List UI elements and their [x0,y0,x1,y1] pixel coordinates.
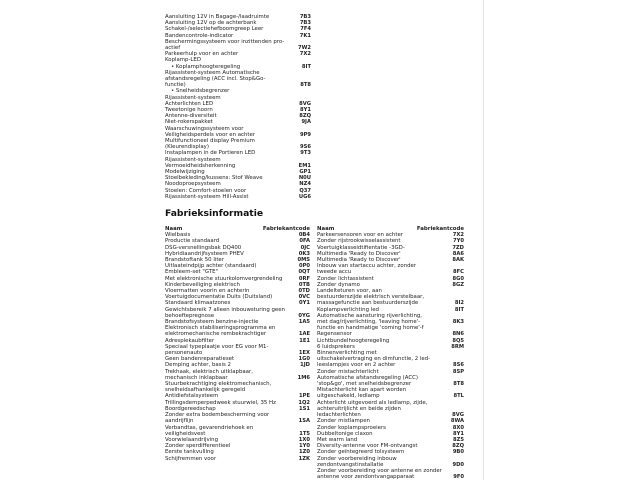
item-label: uitschakelvertraging en dimfunctie, 2 led- [317,356,431,363]
item-label: Demping achter, basis 2 [165,362,231,369]
section-title: Fabrieksinformatie [165,208,264,219]
item-code: 1AE [298,331,310,338]
item-label: Uitlaateindpijp achter (standaard) [165,263,257,270]
item-label: Rijassistent-systeem [165,94,221,101]
item-label: bestuurderszijde elektrisch verstelbaar, [317,294,425,301]
item-code: 0JC [300,244,310,251]
factory-table-left [165,226,310,462]
item-code: 9F0 [453,474,464,480]
item-code: 7B3 [299,20,311,27]
item-label: Antidiefstalsysteem [165,393,219,400]
item-code: 8N6 [452,331,464,338]
item-label: Aansluiting 12V op de achterbank [165,20,257,27]
item-label: Parkeersensoren voor en achter [317,232,403,239]
item-label: Zonder sperdifferentieel [165,443,231,450]
item-label: Aansluiting 12V in Bagage-/laadruimte [165,14,270,20]
item-code: 7Y0 [453,238,464,245]
item-label: Stoelen: Comfort-stoelen voor [165,187,247,194]
item-label: Brandstoftank 50 liter [165,257,224,264]
item-code: 0K3 [298,250,310,257]
item-label: zendontvangstinstallatie [317,461,384,468]
item-label: Voertuigdocumentatie Duits (Duitsland) [165,294,273,301]
item-label: Dubbeltonige claxon [317,430,373,437]
item-code: 0VC [298,294,310,301]
item-label: Binnenverlichting met [317,350,377,357]
options-list [165,14,311,200]
item-label: Zonder mistachterlicht [317,368,379,375]
item-label: Landelteturen voor, aan [317,288,382,295]
item-code: 0YG [298,312,310,319]
item-label: veiligheidsvest [165,430,206,437]
item-label: Eerste tankvulling [165,449,214,456]
item-code: 7K1 [299,32,311,39]
item-code: 7ZD [452,244,464,251]
item-label: Beschermingssysteem voor inzittenden pro- [165,38,285,45]
item-label: Boordgereedschap [165,405,216,412]
item-label: massagefunctie aan bestuurderszijde [317,300,419,307]
item-label: functie en handmatige 'coming home'-f [317,325,424,332]
item-label: • Koplamphoogteregeling [171,63,241,70]
item-label: Speciaal typeplaatje voor EG voor M1- [165,343,269,350]
item-label: Voorwielaandrijving [165,436,218,443]
item-code: 1ZK [298,455,310,462]
item-label: leeslampjes voor en 2 achter [317,362,396,369]
item-code: 0B4 [298,232,310,239]
item-label: tweede accu [317,269,352,276]
item-label: Achterlicht uitgevoerd als ledlamp, zijde, [317,399,428,406]
item-label: Standaard klimaatzones [165,300,231,307]
item-label: personenauto [165,350,203,357]
item-label: Elektronisch stabiliseringsprogramma en [165,325,276,332]
item-code: 8GZ [452,281,464,288]
item-code: 8T8 [300,82,311,89]
item-label: Zonder rijstrookwisselassistent [317,238,401,245]
item-label: Rijassistent-systeem [165,156,221,163]
item-label: Zonder voorbereiding inbouw [317,455,397,462]
item-code: NZ4 [299,181,311,188]
item-code: 1E1 [299,337,310,344]
item-code: 0Y1 [299,300,310,307]
item-label: Automatische afstandsregeling (ACC) [317,374,419,381]
item-label: Automatische aansturing rijverlichting, [317,312,423,319]
item-code: EM1 [298,162,311,169]
item-code: 8Q5 [452,337,464,344]
item-code: 1PE [299,393,310,400]
item-label: DSG-versnellingsbak DQ400 [165,244,242,251]
item-code: 9S6 [300,144,311,151]
list-item [165,456,310,462]
list-item [165,194,311,200]
item-code: 8AK [452,257,464,264]
item-code: 1SA [298,418,310,425]
item-code: 1S1 [299,405,310,412]
item-label: Mistachterlicht kan apart worden [317,387,407,394]
item-label: Waarschuwingssysteem voor [165,125,244,132]
item-code: 0RF [298,275,310,282]
item-label: Trekhaak, elektrisch uitklapbaar, [165,368,253,375]
item-label: Parkeerhulp voor en achter [165,51,239,58]
item-label: Met elektronische stuurkolomvergrendeling [165,275,283,282]
item-label: Rijassistent-systeem Automatische [165,69,260,76]
item-code: 8A6 [452,250,464,257]
item-label: Zonder geïntegreerd tolsysteem [317,449,405,456]
item-label: functie) [165,82,186,89]
item-label: Achterlichten LED [165,100,214,107]
item-label: 6 luidsprekers [317,343,355,350]
item-label: Zonder mistlampen [317,418,370,425]
item-label: Noodoproepsysteem [165,181,221,188]
item-code: 8X0 [452,424,464,431]
item-label: Tweetonige hoorn [165,107,213,114]
item-code: 1T5 [299,430,310,437]
item-code: 1X0 [298,436,310,443]
item-code: 1G0 [298,356,310,363]
item-code: 7W2 [298,45,311,52]
item-label: Bandencontrole-indicator [165,32,234,39]
item-label: Zonder extra bodembescherming voor [165,412,270,419]
item-code: N0U [298,175,311,182]
item-label: Schakel-/selectiehefboomgreep Leer [165,26,264,33]
item-code: 0QT [298,269,310,276]
header-name: Naam [317,226,335,232]
item-code: 7X2 [452,232,464,239]
item-code: 1JD [300,362,310,369]
item-label: Koplamp-LED [165,57,201,64]
item-label: Antenne-diversiteit [165,113,217,120]
item-code: 7X2 [299,51,311,58]
item-code: 8FC [453,269,464,276]
item-code: 1M6 [297,374,310,381]
item-code: 9B0 [452,449,464,456]
item-code: 7B3 [299,14,311,20]
item-code: 8IT [301,63,311,70]
item-label: Instaplampen in de Portieren LED [165,150,256,157]
item-code: 9D0 [452,461,464,468]
item-label: Niet-rokerspakket [165,119,213,126]
item-label: antenne voor zendontvangapparaat [317,474,415,480]
item-label: Met warm land [317,436,358,443]
item-code: Q37 [299,187,311,194]
item-code: 8TL [453,393,464,400]
item-label: Gewichtsbereik 7 alleen inbouwsturing geen [165,306,285,313]
item-label: Kinderbeveiliging elektrisch [165,281,240,288]
item-label: Stuurbekrachtiging elektromechanisch, [165,381,272,388]
item-label: actief [165,45,181,52]
page-divider [483,0,484,480]
item-label: afstandsregeling (ACC incl. Stop&Go- [165,76,266,83]
item-code: 8Y1 [300,107,311,114]
item-label: Multimedia 'Ready to Discover' [317,250,401,257]
item-label: Regensensor [317,331,352,338]
item-label: Wielbasis [165,232,191,239]
item-code: 1A5 [298,319,310,326]
item-code: UG6 [298,193,311,200]
item-code: 8T8 [453,381,464,388]
factory-table-right [317,226,464,480]
item-code: 8VG [452,412,464,419]
item-label: met dag/rijverlichting, 'leaving home'- [317,319,421,326]
item-label: uitgeschakeld, ledlamp [317,393,380,400]
item-code: 8S6 [453,362,464,369]
item-code: 8ZQ [299,113,311,120]
item-label: Brandstofsysteem benzine-injectie [165,319,259,326]
item-label: Hybridiaandrijfsysteem PHEV [165,250,244,257]
item-label: Rijassistent-systeem Hill-Assist [165,193,249,200]
item-code: 0P0 [298,263,310,270]
header-code: Fabriekantcode [416,226,464,232]
header-name: Naam [165,226,183,232]
item-label: Trillingsdemperpedweek stuurwiel, 35 Hz [165,399,276,406]
item-label: Schijfremmen voor [165,455,217,462]
item-label: Vloermatten voorin en achterin [165,288,250,295]
item-label: behoeftepregnose [165,312,215,319]
item-label: Veiligheidsperdels voor en achter [165,131,256,138]
item-code: 8SP [452,368,464,375]
item-code: 8Z5 [453,436,464,443]
item-code: 8IT [454,306,464,313]
item-label: Diversity-antenne voor FM-ontvangst [317,443,418,450]
item-code: 1Z0 [299,449,310,456]
item-code: 1Q2 [298,399,310,406]
item-label: achteruitrijlicht en beide zijden [317,405,401,412]
item-code: 9P9 [299,131,311,138]
item-label: Koplampverlichting led [317,306,379,313]
item-label: Verbandtas, gevarendriehoek en [165,424,254,431]
item-code: 8Y1 [453,430,464,437]
item-code: 8ZQ [452,443,464,450]
item-code: 8VG [299,100,311,107]
item-code: 7F4 [300,26,311,33]
item-code: 8WA [450,418,464,425]
item-code: 8RM [451,343,464,350]
item-label: Zonder voorbereiding voor antenne en zonder [317,467,442,474]
item-code: 9T3 [300,150,311,157]
list-item [317,474,464,480]
item-code: GP1 [299,169,311,176]
header-code: Fabriekantcode [262,226,310,232]
item-label: Modelwijziging [165,169,205,176]
item-label: elektromechanische rembekrachtiger [165,331,267,338]
item-label: Zonder koplampsproeiers [317,424,386,431]
item-label: aandrijflijn [165,418,194,425]
item-label: • Snelheidsbegrenzer [171,88,230,95]
item-label: Multimedia 'Ready to Discover' [317,257,401,264]
item-code: 8G0 [452,275,464,282]
item-label: snelheidsafhankelijk geregeld [165,387,246,394]
item-code: 8I2 [454,300,464,307]
item-label: Geen bandenreparatieset [165,356,235,363]
item-code: 9JA [301,119,311,126]
item-label: Embleem-set "GTE" [165,269,219,276]
item-label: Zonder dynamo [317,281,360,288]
item-code: 8K3 [452,319,464,326]
item-code: 0FA [299,238,310,245]
item-label: Voertuigklasseidtifientatie -3GD- [317,244,405,251]
item-label: Vermoeidheidsherkenning [165,162,236,169]
item-label: (Kleurendisplay) [165,144,209,151]
item-code: 1EX [298,350,310,357]
item-label: ledachterlichten [317,412,361,419]
item-label: Inbouw van startaccu achter, zonder [317,263,417,270]
item-label: Lichtbundelhoogteregeling [317,337,390,344]
item-label: Zonder lichtassistent [317,275,374,282]
item-code: 0TB [298,281,310,288]
item-code: 1Y0 [299,443,310,450]
item-label: Adresplekaubfilter [165,337,215,344]
item-label: Stoelbekleding/kussens: Stof Weave [165,175,263,182]
item-label: mechanisch inklapbaar [165,374,228,381]
item-label: 'stop&go', met snelheidsbegrenzer [317,381,412,388]
item-label: Productie standaard [165,238,220,245]
item-code: 0MS [297,257,310,264]
item-label: Multifunctioneel display Premium [165,138,255,145]
item-code: 0TD [298,288,310,295]
